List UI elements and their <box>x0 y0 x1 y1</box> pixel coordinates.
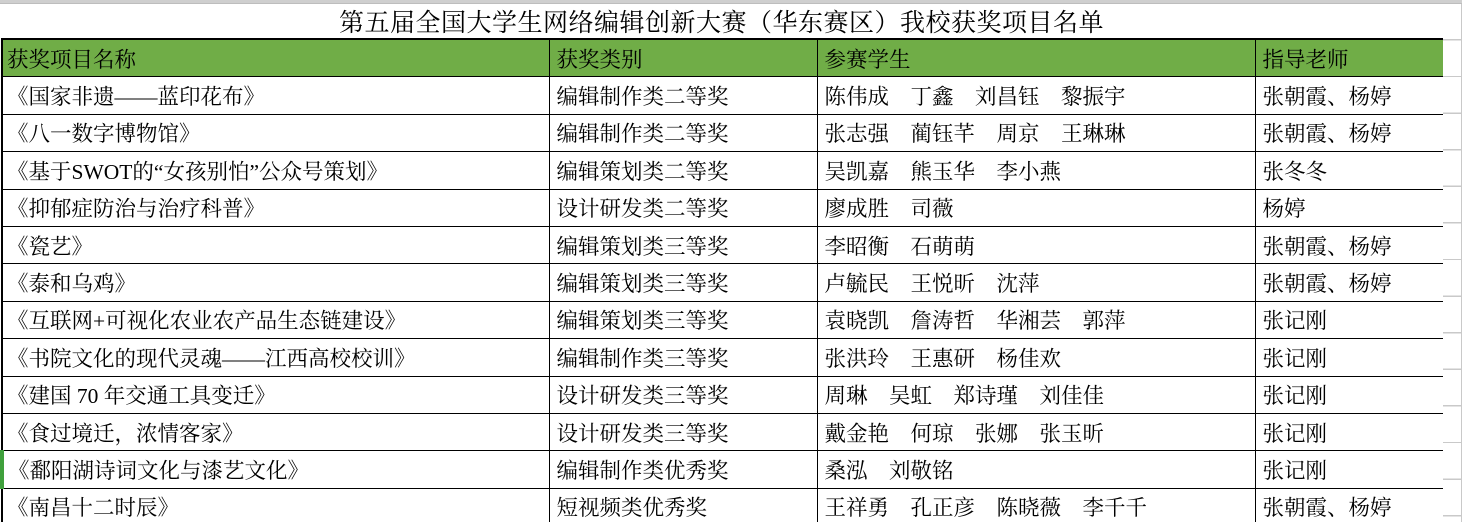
category-cell: 设计研发类三等奖 <box>549 376 817 413</box>
table-row <box>2 451 1445 488</box>
table-row <box>2 152 1445 189</box>
table-row <box>2 488 1445 522</box>
header-project: 获奖项目名称 <box>2 39 549 77</box>
students-cell: 张洪玲 王惠研 杨佳欢 <box>817 339 1255 376</box>
teachers-cell: 张记刚 <box>1255 413 1445 450</box>
table-row <box>2 226 1445 263</box>
students-cell: 王祥勇 孔正彦 陈晓薇 李千千 <box>817 488 1255 522</box>
teachers-cell: 张朝霞、杨婷 <box>1255 77 1445 114</box>
teachers-cell: 张冬冬 <box>1255 152 1445 189</box>
project-cell: 《抑郁症防治与治疗科普》 <box>2 189 549 226</box>
category-cell: 编辑策划类二等奖 <box>549 152 817 189</box>
students-cell: 张志强 蔺钰芊 周京 王琳琳 <box>817 114 1255 151</box>
table-row <box>2 413 1445 450</box>
project-cell: 《国家非遗——蓝印花布》 <box>2 77 549 114</box>
project-cell: 《瓷艺》 <box>2 226 549 263</box>
header-category: 获奖类别 <box>549 39 817 77</box>
project-cell: 《互联网+可视化农业农产品生态链建设》 <box>2 301 549 338</box>
adjacent-column-gridlines <box>1443 4 1462 522</box>
students-cell: 吴凯嘉 熊玉华 李小燕 <box>817 152 1255 189</box>
teachers-cell: 张记刚 <box>1255 451 1445 488</box>
teachers-cell: 杨婷 <box>1255 189 1445 226</box>
table-row <box>2 339 1445 376</box>
header-row <box>2 39 1445 77</box>
students-cell: 周琳 吴虹 郑诗瑾 刘佳佳 <box>817 376 1255 413</box>
table-row <box>2 77 1445 114</box>
category-cell: 编辑策划类三等奖 <box>549 226 817 263</box>
table-row <box>2 189 1445 226</box>
category-cell: 短视频类优秀奖 <box>549 488 817 522</box>
students-cell: 陈伟成 丁鑫 刘昌钰 黎振宇 <box>817 77 1255 114</box>
teachers-cell: 张记刚 <box>1255 376 1445 413</box>
project-cell: 《书院文化的现代灵魂——江西高校校训》 <box>2 339 549 376</box>
students-cell: 戴金艳 何琼 张娜 张玉昕 <box>817 413 1255 450</box>
teachers-cell: 张记刚 <box>1255 301 1445 338</box>
project-cell: 《鄱阳湖诗词文化与漆艺文化》 <box>2 451 549 488</box>
teachers-cell: 张朝霞、杨婷 <box>1255 226 1445 263</box>
project-cell: 《南昌十二时辰》 <box>2 488 549 522</box>
project-cell: 《食过境迁，浓情客家》 <box>2 413 549 450</box>
teachers-cell: 张朝霞、杨婷 <box>1255 488 1445 522</box>
category-cell: 编辑制作类优秀奖 <box>549 451 817 488</box>
category-cell: 编辑策划类三等奖 <box>549 301 817 338</box>
header-teachers: 指导老师 <box>1255 39 1445 77</box>
project-cell: 《建国 70 年交通工具变迁》 <box>2 376 549 413</box>
awards-sheet <box>0 4 1443 522</box>
category-cell: 编辑制作类三等奖 <box>549 339 817 376</box>
teachers-cell: 张朝霞、杨婷 <box>1255 264 1445 301</box>
awards-table <box>0 38 1446 522</box>
students-cell: 袁晓凯 詹涛哲 华湘芸 郭萍 <box>817 301 1255 338</box>
project-cell: 《八一数字博物馆》 <box>2 114 549 151</box>
header-students: 参赛学生 <box>817 39 1255 77</box>
page-title: 第五届全国大学生网络编辑创新大赛（华东赛区）我校获奖项目名单 <box>0 4 1443 38</box>
students-cell: 廖成胜 司薇 <box>817 189 1255 226</box>
students-cell: 李昭衡 石萌萌 <box>817 226 1255 263</box>
project-cell: 《泰和乌鸡》 <box>2 264 549 301</box>
project-cell: 《基于SWOT的“女孩别怕”公众号策划》 <box>2 152 549 189</box>
category-cell: 设计研发类二等奖 <box>549 189 817 226</box>
teachers-cell: 张朝霞、杨婷 <box>1255 114 1445 151</box>
category-cell: 编辑策划类三等奖 <box>549 264 817 301</box>
teachers-cell: 张记刚 <box>1255 339 1445 376</box>
table-row <box>2 114 1445 151</box>
category-cell: 编辑制作类二等奖 <box>549 114 817 151</box>
students-cell: 桑泓 刘敬铭 <box>817 451 1255 488</box>
table-row <box>2 376 1445 413</box>
table-row <box>2 264 1445 301</box>
students-cell: 卢毓民 王悦昕 沈萍 <box>817 264 1255 301</box>
category-cell: 编辑制作类二等奖 <box>549 77 817 114</box>
category-cell: 设计研发类三等奖 <box>549 413 817 450</box>
table-row <box>2 301 1445 338</box>
